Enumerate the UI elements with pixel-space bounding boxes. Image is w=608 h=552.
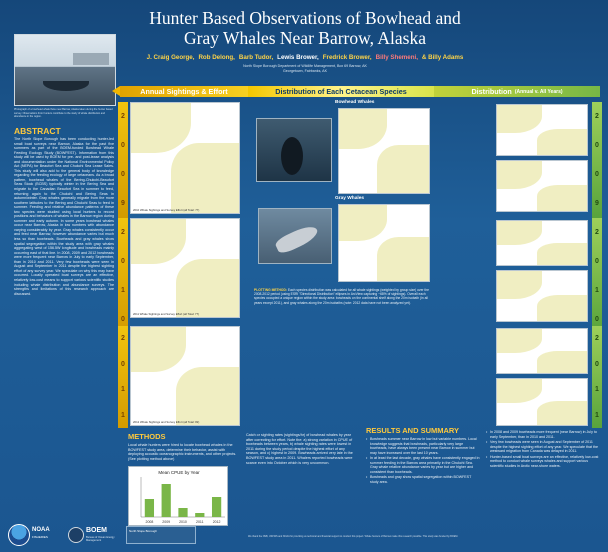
cpue-chart-svg	[129, 467, 229, 527]
year-strip-right-2	[592, 218, 602, 334]
map-label: 2011 Whale Sightings and Survey Effort (all Total: 77)	[133, 312, 200, 316]
year-digit: 1	[121, 287, 125, 294]
noaa-logo-icon	[8, 524, 30, 546]
land-shape	[497, 161, 542, 189]
chart-tick-label: 2008	[145, 520, 154, 524]
results-heading: RESULTS AND SUMMARY	[366, 426, 460, 435]
map-right-2b	[496, 270, 588, 322]
year-digit: 2	[121, 113, 125, 120]
result-bullet: • Bowheads and gray show spatial segregation within BOWFEST study area.	[366, 475, 480, 484]
photo-caption: Photograph of a bowhead whale fluke near Barrow, Alaska taken during the hunter based survey. Observations from hunters contribute to the study of whale distribution and abundance in the region.	[14, 108, 113, 118]
chart-tick-label: 2009	[162, 520, 171, 524]
map-gray	[338, 204, 430, 282]
boem-logo-sub: Bureau of Ocean Energy Management	[86, 536, 115, 542]
noaa-logo-sub: FISHERIES	[32, 535, 48, 539]
plotting-method	[254, 288, 430, 305]
year-strip-left-1	[118, 102, 128, 218]
year-digit: 2	[121, 229, 125, 236]
map-annual-2	[130, 218, 240, 318]
author-name: Barb Tudor,	[238, 54, 274, 61]
land-shape	[497, 329, 542, 353]
affil-line-1: North Slope Borough Department of Wildlife Management, Box 69 Barrow, AK	[243, 64, 367, 68]
year-digit: 1	[595, 386, 599, 394]
land-shape	[171, 143, 240, 214]
annual-sightings-bar: Annual Sightings & Effort	[120, 86, 248, 97]
noaa-logo-text: NOAA	[32, 527, 50, 533]
author-name: Rob Delong,	[198, 54, 235, 61]
author-name: & Billy Adams	[421, 54, 464, 61]
year-digit: 0	[121, 171, 125, 178]
year-digit: 0	[595, 258, 599, 265]
footer-note: We thank the NSB, USFWS and NOAA for providing us technical and financial support to conduct this project. Whale hunters of Barrow made this research possible. This study was funded by BOEM.	[248, 535, 458, 538]
result-bullet: • In 2008 and 2009 bowheads more frequent (near Barrow) in July to early September, than in 2010 and 2011.	[486, 430, 600, 439]
map-right-2a	[496, 220, 588, 266]
land-shape	[537, 243, 588, 266]
map-annual-1	[130, 102, 240, 214]
year-strip-left-3	[118, 326, 128, 428]
poster-title	[120, 8, 490, 48]
land-shape	[176, 259, 240, 318]
land-shape	[537, 295, 588, 322]
land-shape	[497, 105, 542, 133]
whale-body-shape	[281, 137, 303, 175]
methods-text-1: Local whale hunters were hired to locate bowhead whales in the BOWFEST study area, determine their behavior, assist with deploying acoustic oceanographic instruments, and other projects. (See plotting method above)	[128, 443, 237, 461]
year-digit: 0	[121, 258, 125, 265]
building-shape	[73, 53, 109, 65]
results-list-right	[486, 430, 600, 469]
title-line-1: Hunter Based Observations of Bowhead and	[149, 8, 461, 28]
map-bowhead	[338, 108, 430, 194]
chart-tick-label: 2012	[212, 520, 221, 524]
land-shape	[131, 103, 191, 153]
methods-heading: METHODS	[128, 432, 166, 441]
chart-bar	[195, 513, 204, 517]
chart-bar	[145, 499, 154, 517]
nsb-logo: North Slope Borough	[126, 526, 196, 544]
title-line-2: Gray Whales Near Barrow, Alaska	[184, 28, 426, 48]
map-right-3a	[496, 328, 588, 374]
chart-title: Mean CPUE by Year	[158, 470, 200, 475]
land-shape	[497, 379, 542, 403]
whale-tail-shape	[43, 75, 89, 91]
land-shape	[537, 185, 588, 212]
result-bullet: • Bowheads summer near Barrow in low but variable numbers. Local knowledge suggests that bowheads, particularly very large bowheads, have always been present near Barrow in summer but may have increased over the last 10 years.	[366, 437, 480, 455]
boem-logo-icon	[68, 527, 84, 543]
distribution-years-bar	[434, 86, 600, 97]
bar-arrow-icon	[112, 86, 120, 96]
chart-bar	[178, 508, 187, 517]
land-shape	[339, 205, 387, 241]
plotting-method-label: PLOTTING METHOD:	[254, 288, 287, 292]
land-shape	[131, 327, 186, 372]
year-digit: 9	[595, 200, 599, 207]
author-name: Lewis Brower,	[277, 54, 319, 61]
year-digit: 2	[121, 335, 125, 343]
author-name: Fredrick Brower,	[322, 54, 372, 61]
year-digit: 0	[121, 142, 125, 149]
land-shape	[176, 367, 240, 426]
author-list	[120, 54, 490, 61]
land-shape	[377, 145, 430, 194]
year-digit: 2	[595, 229, 599, 236]
result-bullet: • Hunter-based small boat surveys are an effective, relatively low-cost method to conduct whale surveys whales and support various scientific studies in Arctic near-shore waters.	[486, 455, 600, 469]
year-digit: 1	[595, 411, 599, 419]
abstract-heading: ABSTRACT	[14, 126, 61, 136]
distribution-years-sub: (Annual v. All Years)	[514, 88, 563, 95]
year-digit: 1	[121, 386, 125, 394]
chart-tick-label: 2011	[196, 520, 204, 524]
result-bullet: • In at least the last decade, gray whales have consistently engaged in summer feeding in the Barrow area primarily in the Chukchi Sea. Gray whale relative abundance varies by year but are higher and consistent than bowheads.	[366, 456, 480, 474]
chart-bar	[212, 497, 221, 517]
author-name: J. Craig George,	[146, 54, 195, 61]
results-list-left	[366, 437, 480, 485]
map-label: 2012 Whale Sightings and Survey Effort (all Total: 82)	[133, 420, 200, 424]
bowhead-whale-photo	[256, 118, 332, 182]
year-strip-right-1	[592, 102, 602, 218]
chart-bar	[162, 484, 171, 517]
whale-body-shape	[274, 222, 321, 255]
distribution-species-bar: Distribution of Each Cetacean Species	[248, 86, 434, 97]
land-shape	[537, 129, 588, 156]
map-annual-3	[130, 326, 240, 426]
year-digit: 0	[595, 171, 599, 178]
year-digit: 2	[595, 335, 599, 343]
year-digit: 0	[595, 142, 599, 149]
methods-text-2: Catch or sighting rates (sightings/hr) of bowhead whales by year after correcting for effort. Note the: a) strong variation in CPUE of bowheads between years, b) whale sighting rates were lowest in 2011 during the study period despite the highest effort of any season, and c) highest in 2009. Bowheads arrived very late in the BOWFEST study area in 2011. Whalers reported bowheads were scarce even into October which is very uncommon.	[246, 433, 353, 465]
year-digit: 9	[121, 200, 125, 207]
bowhead-fluke-photo	[14, 34, 116, 106]
plotting-method-text: Each species distribution was calculated for all whale sightings (weighted by group size) over the 2008-2012 period (using ESRI "Directional Distribution" ellipses in ArcView capturing ~68% of sightings). Overall each species occupied a unique region within the study area: bowheads on the continental shelf along the 20m isobath (in all years except 2011), and gray whales along the 20m isobaths (note: 2012 data have not been analyzed yet).	[254, 288, 429, 305]
distribution-years-label: Distribution	[471, 87, 512, 96]
year-digit: 0	[595, 316, 599, 323]
map-right-3b	[496, 378, 588, 426]
map-right-1a	[496, 104, 588, 156]
year-digit: 2	[595, 113, 599, 120]
land-shape	[377, 237, 430, 282]
land-shape	[339, 109, 387, 149]
land-shape	[537, 351, 588, 374]
cpue-chart	[128, 466, 228, 526]
map-label: 2010 Whale Sightings and Survey Effort (all Total: 77)	[133, 208, 200, 212]
year-strip-left-2	[118, 218, 128, 334]
abstract-text: The North Slope Borough has been conducting hunter-led small boat surveys near Barrow, Alaska for the past five summers as part of the BOEM-funded Bowhead Whale Feeding Ecology Study (BOWFEST). Information from this study will be used by BOEM for pre- and post-lease analysis and documentation under the National Environmental Policy Act (NEPA) for Beaufort Sea and Chukchi Sea Lease Sales. This study will also add to the general body of knowledge regarding the feeding ecology of large cetaceans. As a broad pattern, bowhead whales of the Bering-Chukchi-Beaufort Seas Stock (BCBS) typically winter in the Bering Sea and migrate to the Canadian Beaufort Sea in summer to feed, returning again to the Chukchi and Bering Seas in autumn/winter. Gray whales generally migrate from the more southern latitudes to the Bering and Chukchi Seas to feed in summer. Feeding and relative abundance patterns of these two species were studied using local hunters to record positions and behaviors of whales in the Barrow region during summer and early autumn. In some years bowhead whales occur near Barrow, Alaska in low numbers with abundance varying considerably by year. Gray whales consistently occur and feed near Barrow, however abundance varies but much less so than bowheads. Bowheads and gray whales show spatial segregation within the study area with gray whales aggregating west of 156.5W longitude and bowheads mainly occurring east of that line. In 2008, 2009 and 2012 bowheads were more frequent near Barrow in July to early September, than in 2010 and 2011. Very few bowheads were seen in August and September in 2011 despite the highest sighting effort of any survey year. We speculate on why this may have occurred. Locally operated boat surveys are an effective, relatively low-cost means to support various scientific studies including whale distribution and abundance surveys. The strengths and limitations of this research approach are discussed.	[14, 137, 114, 296]
affil-line-2: Georgetown, Fairbanks, AK	[283, 68, 327, 73]
land-shape	[497, 221, 542, 245]
affiliation	[150, 64, 460, 73]
gray-whale-photo	[258, 208, 332, 264]
author-name: Billy Shemeni,	[375, 54, 418, 61]
year-digit: 0	[121, 316, 125, 323]
chart-tick-label: 2010	[179, 520, 187, 524]
year-digit: 1	[595, 287, 599, 294]
gray-label: Gray Whales	[335, 196, 365, 201]
land-shape	[537, 401, 588, 426]
bowhead-label: Bowhead Whales	[335, 100, 375, 105]
year-strip-right-3	[592, 326, 602, 428]
land-shape	[131, 219, 186, 264]
result-bullet: • Very few bowheads were seen in August and September of 2011 despite the highest sighting effort of any year. We speculate that the westward migration from Canada was delayed in 2011.	[486, 440, 600, 454]
land-shape	[497, 271, 542, 299]
year-digit: 1	[121, 411, 125, 419]
boem-logo-text: BOEM	[86, 527, 107, 534]
year-digit: 0	[595, 360, 599, 368]
year-digit: 0	[121, 360, 125, 368]
map-right-1b	[496, 160, 588, 212]
